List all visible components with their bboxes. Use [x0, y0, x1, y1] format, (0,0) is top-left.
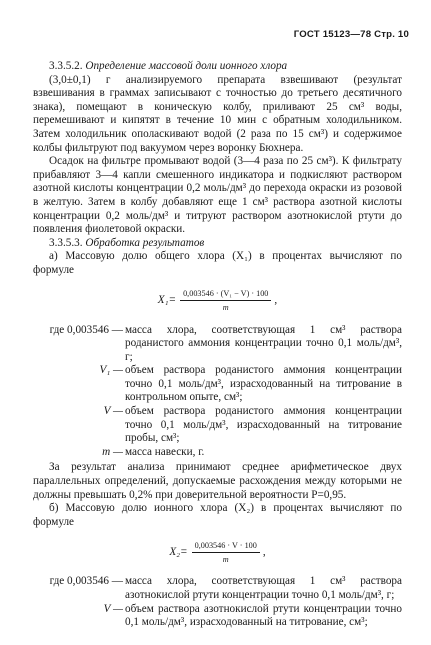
section-number: 3.3.5.3.: [49, 236, 83, 249]
definition-text: объем раствора роданистого аммония концентрации точно 0,1 моль/дм³, израсходованный на титрование пробы, см³;: [125, 405, 402, 445]
definition-text: масса хлора, соответствующая 1 см³ раствора азотнокислой ртути концентрации точно 0,1 моль/дм³, г;: [125, 575, 402, 601]
formula-denominator: m: [222, 303, 229, 312]
definition-item: [33, 364, 402, 405]
definition-item: [33, 405, 402, 446]
document-body: [33, 60, 402, 632]
definition-symbol: V —: [103, 405, 123, 418]
paragraph: а) Массовую долю общего хлора (X₁) в процентах вычисляют по формуле: [33, 250, 402, 276]
formula-lhs: X₁=: [157, 293, 177, 306]
section-3-3-5-2-heading: [33, 60, 402, 74]
definition-symbol: где 0,003546 —: [49, 323, 123, 336]
definition-symbol: где 0,003546 —: [49, 575, 123, 588]
section-title: Определение массовой доли ионного хлора: [85, 60, 288, 72]
definition-symbol: V₁ —: [99, 364, 123, 377]
formula-numerator: 0,003546 · (V₁ − V) · 100: [180, 288, 271, 301]
formula-numerator: 0,003546 · V · 100: [192, 540, 260, 553]
definitions-list: [33, 575, 402, 629]
formula-lhs: X₂=: [169, 545, 188, 558]
section-number: 3.3.5.2.: [49, 60, 83, 72]
definitions-list: [33, 324, 402, 460]
definition-item: [33, 324, 402, 365]
page-header: ГОСТ 15123—78 Стр. 10: [293, 29, 409, 40]
definition-text: объем раствора роданистого аммония концентрации точно 0,1 моль/дм³, израсходованный на титрование в контрольном опыте, см³;: [125, 364, 402, 404]
section-title: Обработка результатов: [85, 236, 205, 249]
formula-denominator: m: [222, 554, 229, 564]
paragraph: За результат анализа принимают среднее арифметическое двух параллельных определений, допускаемые расхождения между которыми не должны превышать 0,2% при доверительной вероятности P=0,95.: [33, 461, 402, 501]
section-3-3-5-3-heading: [33, 237, 402, 251]
definition-item: [33, 603, 402, 630]
paragraph: Осадок на фильтре промывают водой (3—4 раза по 25 см³). К фильтрату прибавляют 3—4 капли смешенного индикатора и подкисляют раствором азотной кислоты концентрации 0,2 моль/дм³ до перехода окраски из розовой в желтую. Затем в колбу добавляют еще 1 см³ раствора азотной кислоты концентрации 0,2 моль/дм³ и титруют раствором азотнокислой ртути до появления фиолетовой окраски.: [33, 155, 402, 236]
definition-text: объем раствора азотнокислой ртути концентрации точно 0,1 моль/дм³, израсходованный на титрование, см³;: [125, 602, 402, 629]
paragraph: б) Массовую долю ионного хлора (X₂) в процентах вычисляют по формуле: [33, 502, 402, 528]
definition-symbol: m —: [102, 445, 123, 458]
definition-text: масса хлора, соответствующая 1 см³ раствора роданистого аммония концентрации точно 0,1 моль/дм³, г;: [125, 323, 402, 363]
formula-fraction: [192, 540, 260, 565]
formula-tail: ,: [274, 293, 278, 306]
formula-x2: [33, 534, 402, 570]
formula-fraction: [180, 288, 271, 313]
definition-text: масса навески, г.: [125, 445, 205, 458]
definition-item: [33, 575, 402, 602]
paragraph: (3,0±0,1) г анализируемого препарата взвешивают (результат взвешивания в граммах записывают с точностью до третьего десятичного знака), помещают в коническую колбу, приливают 25 см³ воды, перемешивают и кипятят в течение 10 мин с обратным холодильником. Затем холодильник ополаскивают водой (2 раза по 15 см³) и содержимое колбы фильтруют под вакуумом через воронку Бюхнера.: [33, 73, 402, 154]
formula-x1: [33, 283, 402, 319]
definition-symbol: V —: [103, 602, 123, 615]
definition-item: [33, 446, 402, 460]
formula-tail: ,: [262, 545, 266, 558]
